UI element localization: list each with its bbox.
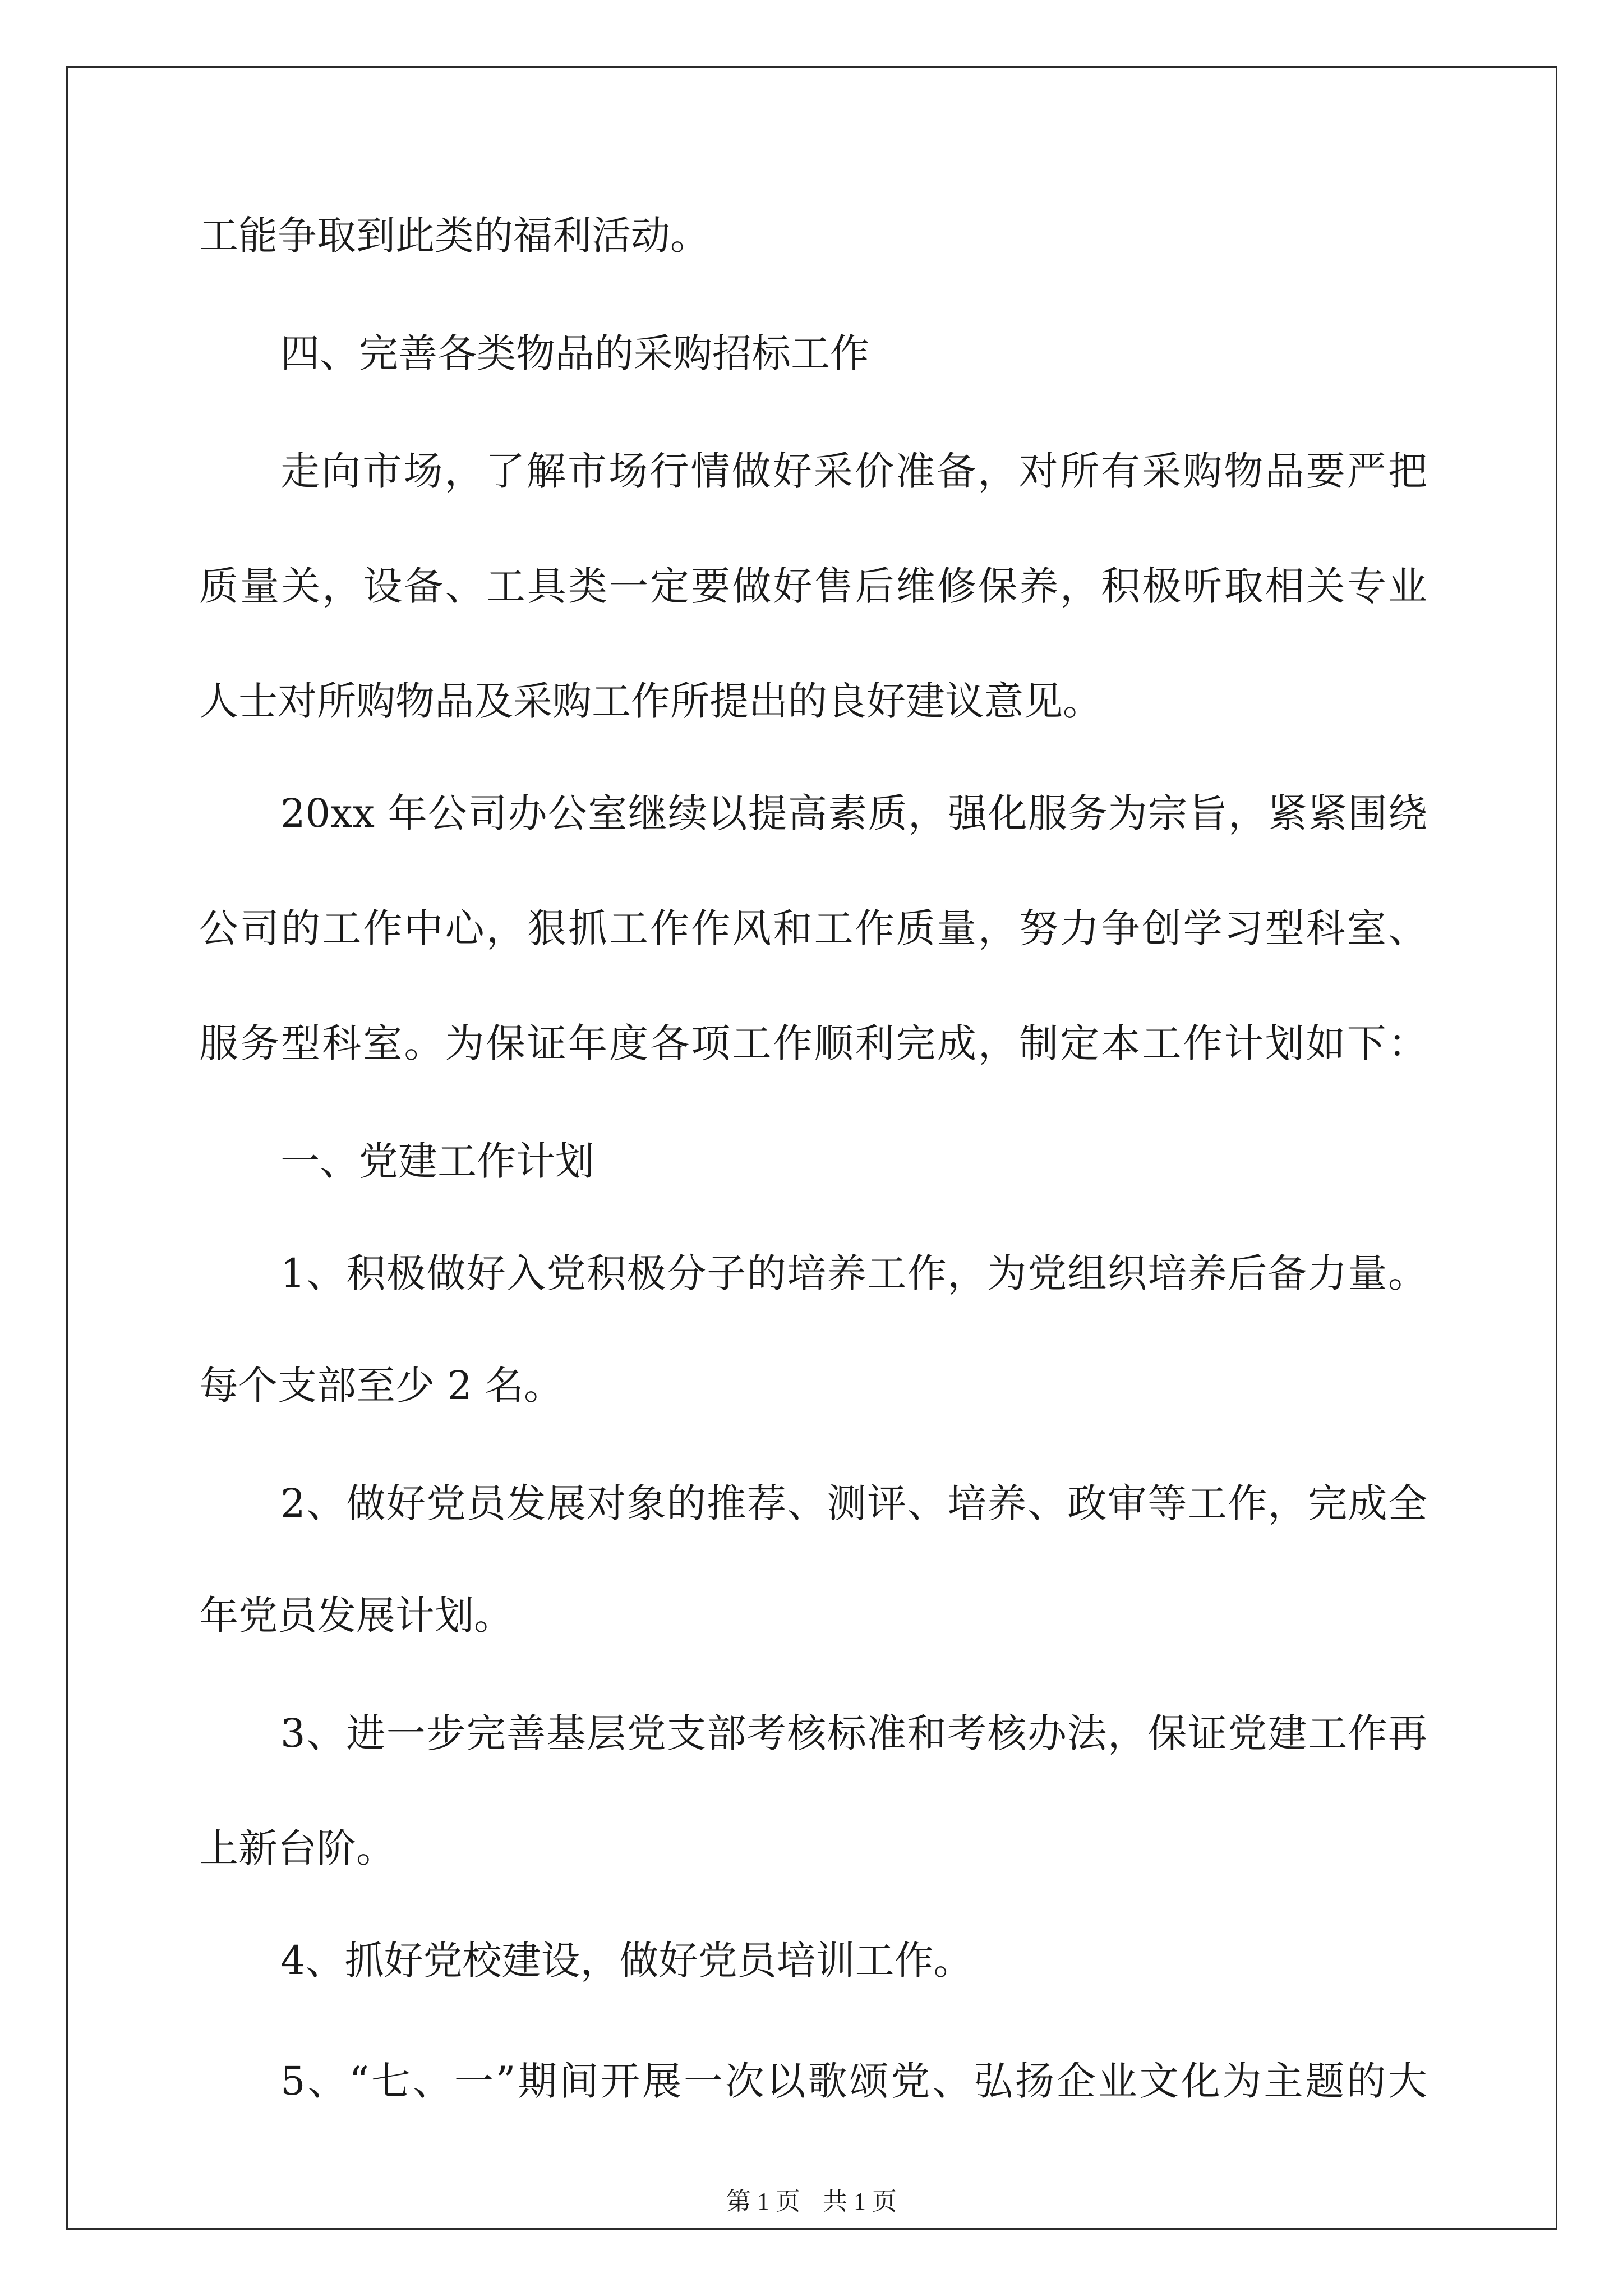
list-item-line: 5、“七、一”期间开展一次以歌颂党、弘扬企业文化为主题的大 xyxy=(280,2058,1427,2104)
paragraph-line: 人士对所购物品及采购工作所提出的良好建议意见。 xyxy=(199,678,1102,724)
paragraph-line: 服务型科室。为保证年度各项工作顺利完成，制定本工作计划如下： xyxy=(199,1020,1427,1066)
paragraph-line: 公司的工作中心，狠抓工作作风和工作质量，努力争创学习型科室、 xyxy=(199,905,1427,951)
list-item-line: 2、做好党员发展对象的推荐、测评、培养、政审等工作，完成全 xyxy=(280,1480,1427,1526)
page-footer xyxy=(0,2185,1623,2219)
list-item-line: 3、进一步完善基层党支部考核标准和考核办法，保证党建工作再 xyxy=(280,1710,1427,1756)
paragraph-line: 质量关，设备、工具类一定要做好售后维修保养，积极听取相关专业 xyxy=(199,563,1427,609)
list-item-line: 每个支部至少 2 名。 xyxy=(199,1363,564,1409)
page-total: 共 1 页 xyxy=(823,2188,897,2215)
list-item-line: 上新台阶。 xyxy=(199,1825,395,1871)
section-heading: 四、完善各类物品的采购招标工作 xyxy=(280,330,869,376)
section-heading: 一、党建工作计划 xyxy=(280,1138,594,1184)
page-number: 第 1 页 xyxy=(726,2188,800,2215)
paragraph-line: 20xx 年公司办公室继续以提高素质，强化服务为宗旨，紧紧围绕 xyxy=(280,790,1427,836)
paragraph-line: 工能争取到此类的福利活动。 xyxy=(199,213,709,259)
list-item-line: 4、抓好党校建设，做好党员培训工作。 xyxy=(280,1938,973,1984)
paragraph-line: 走向市场，了解市场行情做好采价准备，对所有采购物品要严把 xyxy=(280,448,1427,494)
list-item-line: 1、积极做好入党积极分子的培养工作，为党组织培养后备力量。 xyxy=(280,1250,1427,1296)
list-item-line: 年党员发展计划。 xyxy=(199,1593,513,1639)
